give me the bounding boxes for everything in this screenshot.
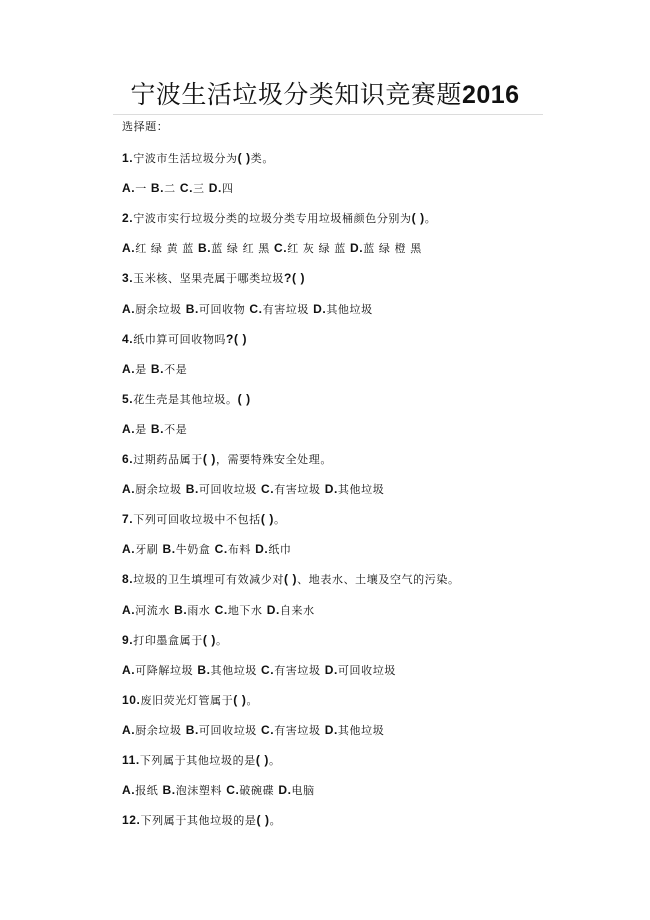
question-text: 10.废旧荧光灯管属于( )。 — [122, 692, 259, 707]
answer-options: A.牙刷 B.牛奶盒 C.布料 D.纸巾 — [122, 542, 292, 557]
title-text: 宁波生活垃圾分类知识竞赛题 — [130, 80, 462, 109]
question-text: 1.宁波市生活垃圾分为( )类。 — [122, 151, 274, 165]
question-text: 5.花生壳是其他垃圾。( ) — [122, 391, 251, 406]
question-text: 4.纸巾算可回收物吗?( ) — [122, 331, 248, 346]
question-text: 7.下列可回收垃圾中不包括( )。 — [122, 512, 286, 527]
answer-options: A.红 绿 黄 蓝 B.蓝 绿 红 黑 C.红 灰 绿 蓝 D.蓝 绿 橙 黑 — [122, 241, 422, 256]
answer-options: A.是 B.不是 — [122, 421, 188, 436]
question-text: 9.打印墨盒属于( )。 — [122, 632, 228, 647]
answer-options: A.厨余垃圾 B.可回收垃圾 C.有害垃圾 D.其他垃圾 — [122, 722, 385, 737]
question-text: 8.垃圾的卫生填埋可有效减少对( )、地表水、土壤及空气的污染。 — [122, 572, 460, 587]
document-title — [0, 78, 650, 112]
title-divider — [113, 114, 543, 115]
title-year: 2016 — [461, 81, 520, 109]
question-text: 3.玉米核、坚果壳属于哪类垃圾?( ) — [122, 271, 306, 286]
question-text: 11.下列属于其他垃圾的是( )。 — [122, 753, 281, 767]
section-label: 选择题： — [122, 120, 169, 133]
question-text: 2.宁波市实行垃圾分类的垃圾分类专用垃圾桶颜色分别为( )。 — [122, 211, 437, 226]
question-text: 6.过期药品属于( )，需要特殊安全处理。 — [122, 452, 332, 466]
answer-options: A.报纸 B.泡沫塑料 C.破碗碟 D.电脑 — [122, 783, 315, 798]
answer-options: A.是 B.不是 — [122, 361, 188, 376]
answer-options: A.可降解垃圾 B.其他垃圾 C.有害垃圾 D.可回收垃圾 — [122, 662, 396, 677]
answer-options: A.河流水 B.雨水 C.地下水 D.自来水 — [122, 602, 315, 617]
answer-options: A.一 B.二 C.三 D.四 — [122, 181, 234, 196]
answer-options: A.厨余垃圾 B.可回收物 C.有害垃圾 D.其他垃圾 — [122, 301, 373, 316]
question-text: 12.下列属于其他垃圾的是( )。 — [122, 813, 282, 828]
answer-options: A.厨余垃圾 B.可回收垃圾 C.有害垃圾 D.其他垃圾 — [122, 482, 385, 497]
